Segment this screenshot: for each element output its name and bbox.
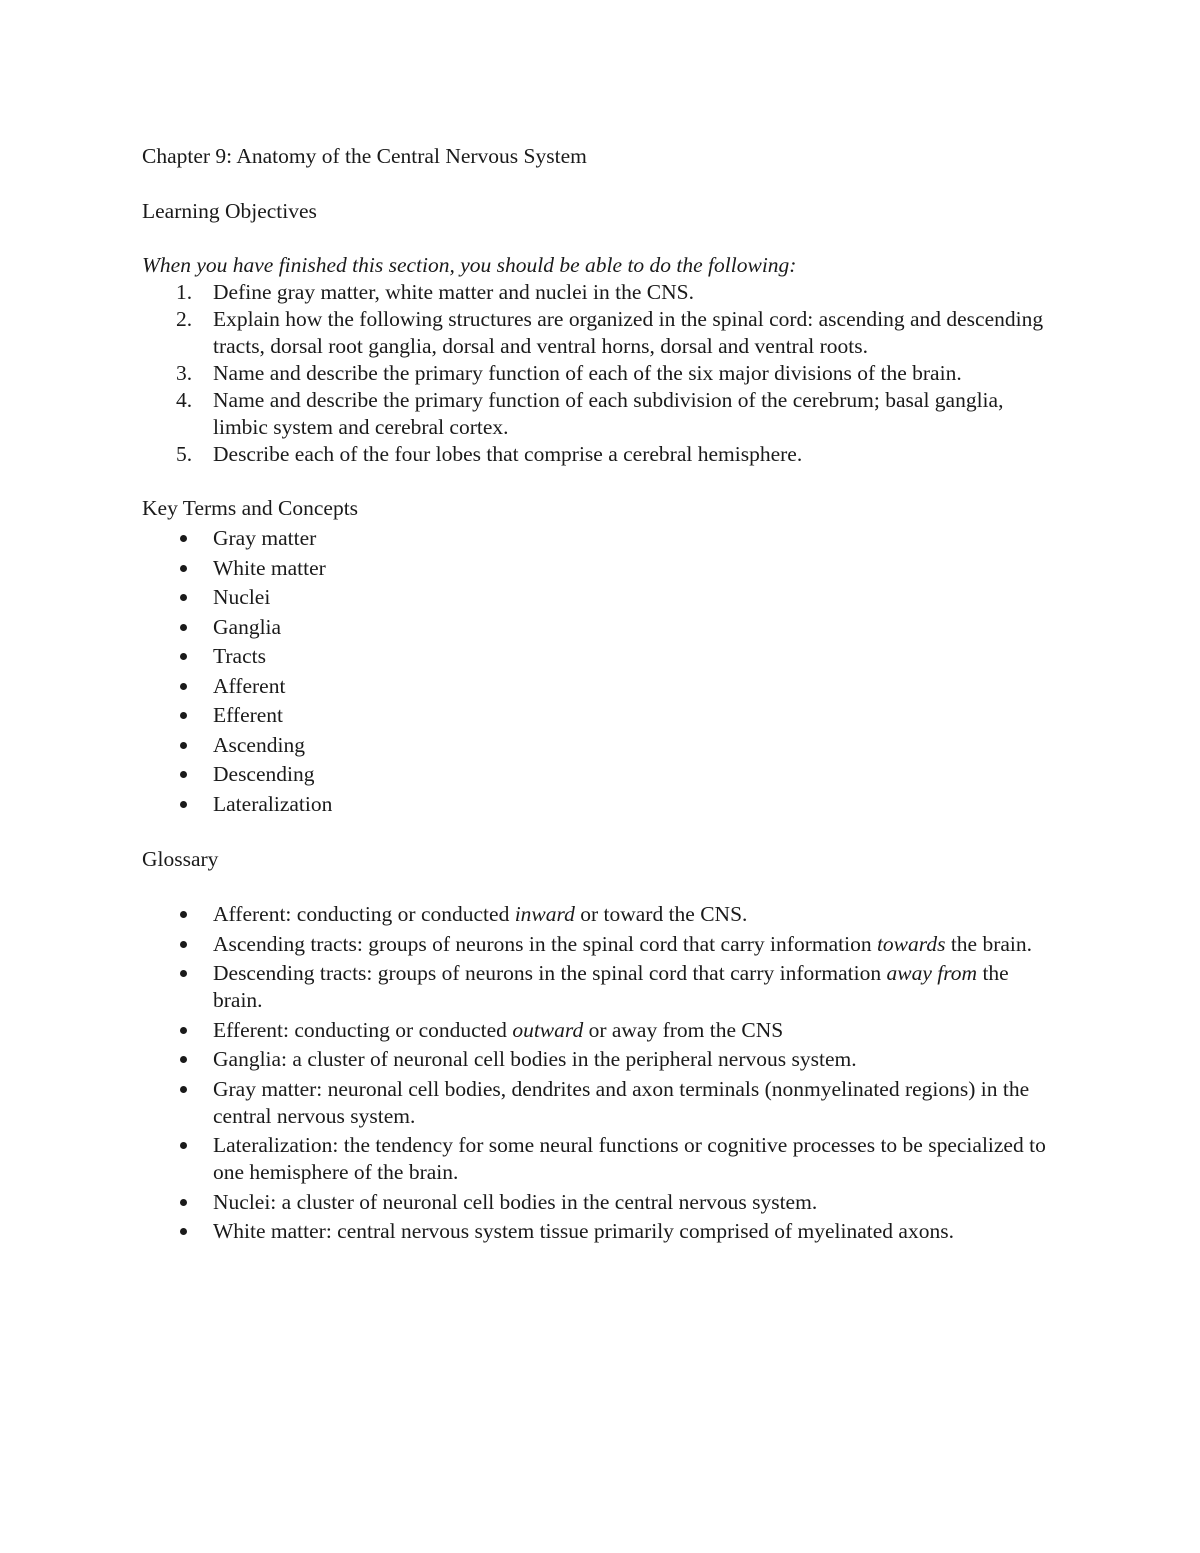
glossary-heading: Glossary — [142, 847, 219, 871]
glossary-emphasis: inward — [514, 902, 575, 926]
key-term-text: Afferent — [213, 673, 286, 698]
objectives-intro: When you have finished this section, you should be able to do the following: — [142, 253, 797, 277]
glossary-text-end: or toward the CNS. — [574, 902, 748, 926]
bullet-icon — [180, 742, 187, 749]
document-page — [142, 142, 1062, 1248]
objective-number: 4. — [176, 388, 193, 412]
glossary-emphasis: away from — [886, 961, 978, 985]
bullet-icon — [180, 1228, 187, 1235]
bullet-icon — [180, 1199, 187, 1206]
bullet-icon — [180, 712, 187, 719]
objective-item — [142, 279, 1062, 306]
glossary-text-end: or away from the CNS — [583, 1017, 784, 1042]
key-term-item — [142, 790, 1062, 820]
glossary-text: Nuclei: a cluster of neuronal cell bodies in the central nervous system. — [213, 1189, 818, 1214]
key-term-item — [142, 760, 1062, 790]
glossary-item — [142, 1189, 1062, 1216]
glossary-text: Descending tracts: groups of neurons in the spinal cord that carry information — [213, 961, 887, 985]
glossary-text-end: the brain. — [213, 961, 1009, 1012]
bullet-icon — [180, 801, 187, 808]
glossary-item — [142, 960, 1062, 1014]
bullet-icon — [180, 970, 187, 977]
key-term-text: White matter — [213, 555, 326, 580]
glossary-item — [142, 1046, 1062, 1073]
key-term-text: Nuclei — [213, 585, 271, 609]
glossary-item — [142, 931, 1062, 958]
objective-text: Describe each of the four lobes that comprise a cerebral hemisphere. — [213, 442, 803, 466]
key-term-item — [142, 642, 1062, 672]
learning-objectives-heading: Learning Objectives — [142, 199, 317, 223]
bullet-icon — [180, 535, 187, 542]
key-term-text: Ganglia — [213, 614, 282, 639]
glossary-text: Afferent: conducting or conducted — [213, 902, 515, 926]
key-terms-list — [142, 524, 1062, 819]
bullet-icon — [180, 1027, 187, 1034]
key-terms-heading: Key Terms and Concepts — [142, 496, 359, 520]
objective-number: 5. — [176, 442, 193, 466]
glossary-emphasis: outward — [512, 1017, 584, 1042]
key-term-item — [142, 554, 1062, 584]
objective-number: 1. — [176, 280, 193, 304]
bullet-icon — [180, 771, 187, 778]
bullet-icon — [180, 653, 187, 660]
glossary-item — [142, 1076, 1062, 1130]
key-term-text: Efferent — [213, 703, 284, 727]
bullet-icon — [180, 941, 187, 948]
objective-text: Define gray matter, white matter and nuclei in the CNS. — [213, 280, 694, 304]
key-term-item — [142, 583, 1062, 613]
key-term-item — [142, 701, 1062, 731]
key-term-item — [142, 524, 1062, 554]
glossary-emphasis: towards — [876, 931, 946, 956]
bullet-icon — [180, 911, 187, 918]
glossary-text: Lateralization: the tendency for some neural functions or cognitive processes to be specialized to one hemisphere of the brain. — [213, 1133, 1046, 1184]
glossary-text: Ascending tracts: groups of neurons in the spinal cord that carry information — [213, 931, 877, 956]
document-title: Chapter 9: Anatomy of the Central Nervous System — [142, 144, 587, 168]
objective-text: Explain how the following structures are organized in the spinal cord: ascending and descending tracts, dorsal root ganglia, dorsal and ventral horns, dorsal and ventral roots. — [213, 307, 1044, 358]
key-term-item — [142, 672, 1062, 702]
glossary-text: Ganglia: a cluster of neuronal cell bodies in the peripheral nervous system. — [213, 1047, 857, 1071]
objective-item — [142, 360, 1062, 387]
key-term-text: Tracts — [213, 644, 266, 668]
glossary-text: Efferent: conducting or conducted — [213, 1017, 513, 1042]
key-term-item — [142, 731, 1062, 761]
bullet-icon — [180, 624, 187, 631]
bullet-icon — [180, 594, 187, 601]
objective-item — [142, 387, 1062, 441]
bullet-icon — [180, 1056, 187, 1063]
bullet-icon — [180, 683, 187, 690]
objectives-list — [142, 279, 1062, 468]
glossary-item — [142, 1132, 1062, 1186]
glossary-item — [142, 1218, 1062, 1245]
objective-text: Name and describe the primary function of each of the six major divisions of the brain. — [213, 361, 962, 385]
bullet-icon — [180, 1086, 187, 1093]
bullet-icon — [180, 1142, 187, 1149]
glossary-text-end: the brain. — [945, 931, 1033, 956]
objective-item — [142, 306, 1062, 360]
key-term-text: Ascending — [213, 732, 305, 757]
key-term-item — [142, 613, 1062, 643]
objective-text: Name and describe the primary function of each subdivision of the cerebrum; basal ganglia, limbic system and cerebral cortex. — [213, 388, 1004, 439]
glossary-text: Gray matter: neuronal cell bodies, dendrites and axon terminals (nonmyelinated regions) in the central nervous system. — [213, 1076, 1030, 1128]
key-term-text: Descending — [213, 762, 315, 786]
objective-number: 3. — [176, 361, 193, 385]
objective-item — [142, 441, 1062, 468]
objective-number: 2. — [176, 307, 193, 331]
glossary-item — [142, 1017, 1062, 1044]
glossary-text: White matter: central nervous system tissue primarily comprised of myelinated axons. — [213, 1219, 954, 1243]
key-term-text: Gray matter — [213, 526, 317, 550]
glossary-list — [142, 901, 1062, 1245]
key-term-text: Lateralization — [213, 791, 333, 816]
glossary-item — [142, 901, 1062, 928]
bullet-icon — [180, 565, 187, 572]
